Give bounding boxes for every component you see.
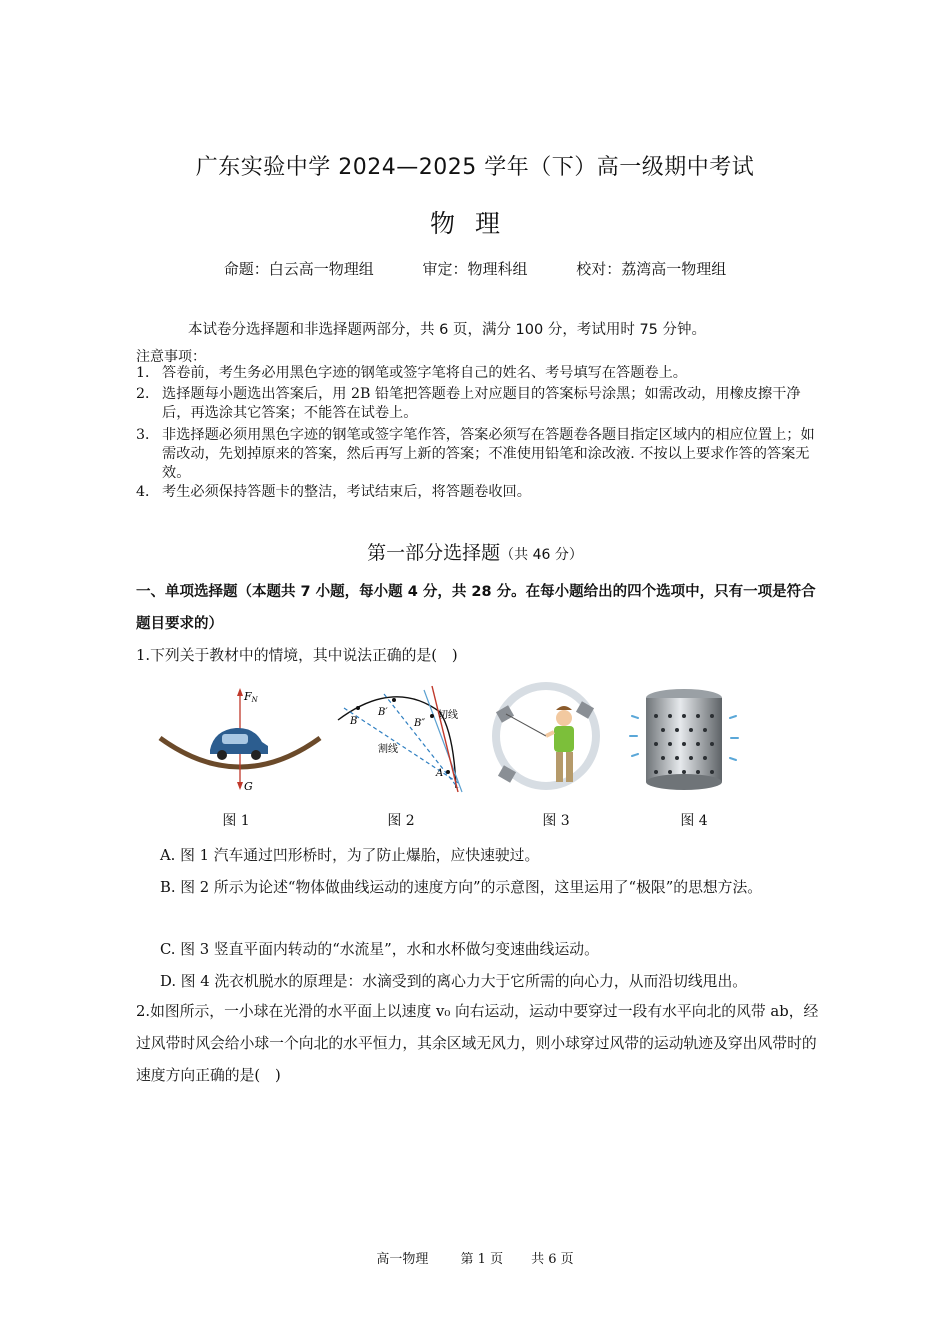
- note-text: 选择题每小题选出答案后，用 2B 铅笔把答题卷上对应题目的答案标号涂黑；如需改动，用橡皮擦干净后，再选涂其它答案；不能答在试卷上。: [162, 386, 801, 421]
- credit-author: 命题：白云高一物理组: [223, 260, 374, 278]
- exam-intro: 本试卷分选择题和非选择题两部分，共 6 页，满分 100 分，考试用时 75 分钟。: [188, 322, 707, 338]
- note-text: 答卷前，考生务必用黑色字迹的钢笔或签字笔将自己的姓名、考号填写在答题卷上。: [162, 365, 687, 381]
- label-b: B: [350, 716, 358, 727]
- footer-page: 第 1 页: [460, 1252, 504, 1267]
- notes-heading: 注意事项：: [136, 349, 206, 365]
- note-text: 非选择题必须用黑色字迹的钢笔或签字笔作答，答案必须写在答题卷各题目指定区域内的相应位置上；如需改动，先划掉原来的答案，然后再写上新的答案；不准使用铅笔和涂改液. 不按以上要求作答的答案无效。: [162, 427, 815, 481]
- subject-title: 物理: [429, 209, 520, 238]
- option-d: D. 图 4 洗衣机脱水的原理是：水滴受到的离心力大于它所需的向心力，从而沿切线甩出。: [160, 973, 748, 990]
- point-b2: [430, 714, 434, 718]
- note-number: 2．: [136, 386, 160, 402]
- note-number: 4．: [136, 484, 160, 500]
- fn-label: FN: [244, 690, 258, 704]
- figure-2: [334, 684, 470, 794]
- figure-1: [158, 684, 322, 794]
- part-score: （共 46 分）: [500, 547, 583, 563]
- note-item: [136, 426, 820, 483]
- credit-reviewer: 审定：物理科组: [422, 260, 528, 278]
- section-heading: 一、单项选择题（本题共 7 小题，每小题 4 分，共 28 分。在每小题给出的四个选项中，只有一项是符合题目要求的）: [136, 584, 816, 632]
- figure-3: [490, 680, 602, 796]
- person-head-icon: [556, 710, 572, 726]
- figure-2-caption: 图 2: [387, 813, 415, 829]
- figure-4-caption: 图 4: [680, 813, 708, 829]
- part-title: 第一部分选择题: [367, 542, 501, 564]
- label-secant: 割线: [378, 744, 398, 755]
- part-heading: [0, 538, 950, 565]
- label-tangent: 切线: [438, 710, 458, 721]
- note-number: 3．: [136, 427, 160, 443]
- exam-title: 广东实验中学 2024—2025 学年（下）高一级期中考试: [195, 155, 755, 180]
- question-1-stem: 1.下列关于教材中的情境，其中说法正确的是( ): [136, 647, 458, 664]
- g-label: G: [244, 780, 253, 793]
- point-a: [446, 770, 450, 774]
- car-wheel-icon: [251, 750, 261, 760]
- fn-arrow-icon: [237, 688, 243, 696]
- note-item: [136, 364, 820, 383]
- point-b: [356, 706, 360, 710]
- footer-total: 共 6 页: [531, 1252, 574, 1267]
- label-b2: B″: [414, 718, 426, 729]
- car-window-icon: [222, 734, 248, 744]
- person-leg-icon: [566, 752, 573, 782]
- point-b1: [392, 698, 396, 702]
- credit-proofreader: 校对：荔湾高一物理组: [576, 260, 727, 278]
- figure-3-caption: 图 3: [542, 813, 570, 829]
- note-item: [136, 385, 820, 423]
- person-shirt-icon: [554, 726, 574, 752]
- credits: [0, 258, 950, 279]
- note-number: 1．: [136, 365, 160, 381]
- footer-subject: 高一物理: [376, 1252, 429, 1267]
- rope-line: [506, 714, 546, 736]
- figure-4: [626, 686, 744, 792]
- secant-line: [384, 694, 458, 788]
- label-b1: B′: [378, 707, 388, 718]
- person-hair-icon: [556, 706, 572, 710]
- page-footer: [0, 1248, 950, 1267]
- label-a: A: [436, 768, 444, 779]
- note-text: 考生必须保持答题卡的整洁，考试结束后，将答题卷收回。: [162, 484, 531, 500]
- drum-bottom: [646, 774, 722, 790]
- person-leg-icon: [556, 752, 563, 782]
- figure-1-caption: 图 1: [222, 813, 250, 829]
- option-b: B. 图 2 所示为论述“物体做曲线运动的速度方向”的示意图，这里运用了“极限”的思想方法。: [160, 879, 763, 896]
- option-a: A. 图 1 汽车通过凹形桥时，为了防止爆胎，应快速驶过。: [160, 847, 540, 864]
- person-arm-icon: [546, 732, 554, 736]
- car-wheel-icon: [217, 750, 227, 760]
- g-arrow-icon: [237, 782, 243, 790]
- question-2-stem: 2.如图所示，一小球在光滑的水平面上以速度 v₀ 向右运动，运动中要穿过一段有水平向北的风带 ab，经过风带时风会给小球一个向北的水平恒力，其余区域无风力，则小球穿过风带的运动轨迹及穿出风带时的速度方向正确的是( ): [136, 1003, 819, 1084]
- drum-body: [646, 698, 722, 782]
- option-c: C. 图 3 竖直平面内转动的“水流星”，水和水杯做匀变速曲线运动。: [160, 941, 599, 958]
- cup-icon: [498, 765, 516, 782]
- note-item: [136, 483, 820, 502]
